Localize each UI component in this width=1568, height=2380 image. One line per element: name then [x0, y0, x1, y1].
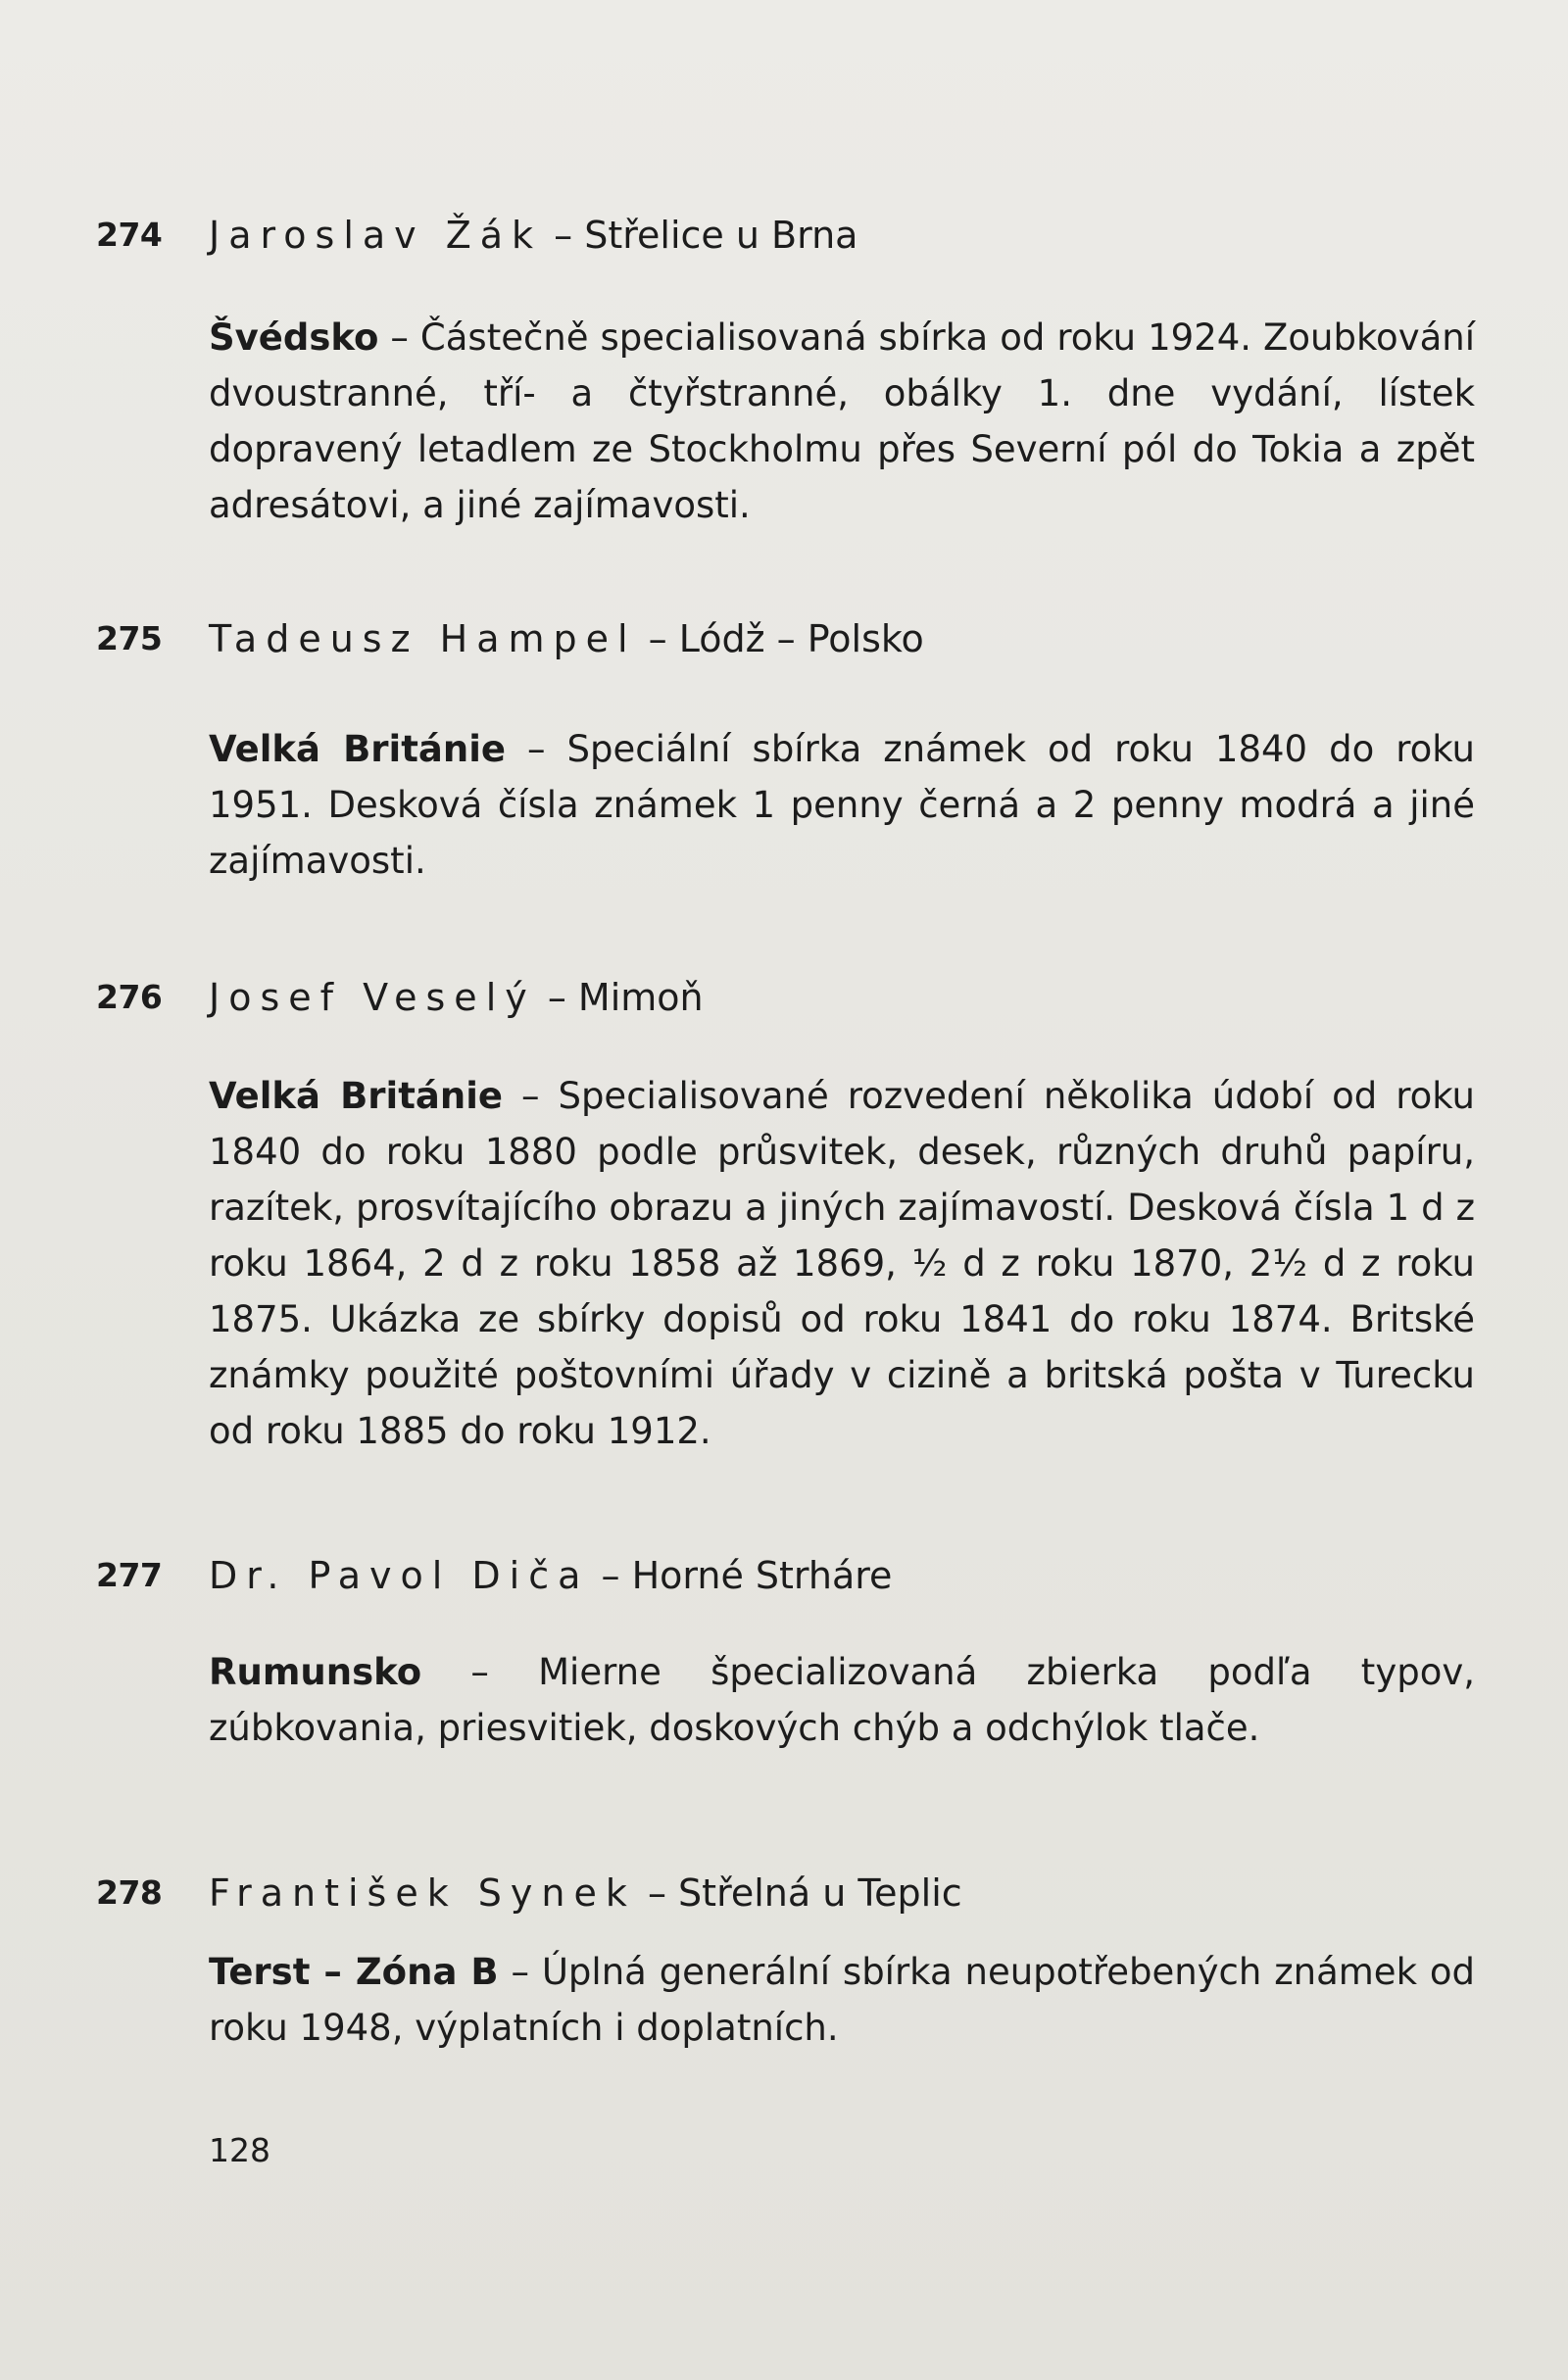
- exhibit-country: Velká Británie: [209, 1075, 503, 1117]
- exhibit-country: Terst – Zóna B: [209, 1951, 499, 1993]
- exhibit-country: Rumunsko: [209, 1651, 422, 1693]
- entry-header: [0, 1546, 1568, 1605]
- exhibit-text: – Úplná generální sbírka neupotřebených známek od roku 1948, výplatních i doplatních.: [209, 1951, 1475, 2049]
- entry-number: 274: [96, 216, 163, 254]
- exhibit-text: – Částečně specialisovaná sbírka od roku 1924. Zoubkování dvoustranné, tří- a čtyřstranné, obálky 1. dne vydání, lístek dopravený letadlem ze Stockholmu přes Severní pól do Tokia a zpět adresátovi, a jiné zajímavosti.: [209, 316, 1475, 526]
- exhibit-text: – Mierne špecializovaná zbierka podľa typov, zúbkovania, priesvitiek, doskových chýb a odchýlok tlače.: [209, 1651, 1475, 1749]
- entry-number: 276: [96, 978, 163, 1016]
- entry-header: [0, 968, 1568, 1027]
- exhibitor-name: Jaroslav Žák: [209, 214, 543, 257]
- exhibitor-name: Tadeusz Hampel: [209, 617, 637, 660]
- entry-description: [209, 721, 1475, 889]
- entry-number: 275: [96, 619, 163, 657]
- exhibitor-heading: [209, 1864, 962, 1922]
- exhibitor-heading: [209, 206, 858, 265]
- entry-description: [209, 310, 1475, 533]
- exhibitor-location: – Střelice u Brna: [542, 214, 858, 257]
- entry-number: 278: [96, 1873, 163, 1912]
- catalog-entry-276: [0, 968, 1568, 1452]
- exhibitor-name: Josef Veselý: [209, 976, 536, 1019]
- entry-header: [0, 609, 1568, 668]
- catalog-entry-278: [0, 1864, 1568, 2049]
- exhibitor-heading: [209, 968, 704, 1027]
- exhibit-country: Velká Británie: [209, 728, 506, 770]
- catalog-entry-274: [0, 206, 1568, 526]
- entry-description: [209, 1944, 1475, 2056]
- entry-description: [209, 1068, 1475, 1459]
- entry-number: 277: [96, 1556, 163, 1594]
- exhibit-country: Švédsko: [209, 316, 379, 359]
- exhibitor-heading: [209, 609, 924, 668]
- exhibitor-location: – Střelná u Teplic: [635, 1871, 962, 1915]
- exhibitor-name: František Synek: [209, 1871, 636, 1915]
- catalog-entry-275: [0, 609, 1568, 882]
- exhibitor-heading: [209, 1546, 892, 1605]
- page-number: 128: [209, 2131, 270, 2169]
- exhibit-text: – Specialisované rozvedení několika údobí od roku 1840 do roku 1880 podle průsvitek, desek, různých druhů papíru, razítek, prosvítajícího obrazu a jiných zajímavostí. Desková čísla 1 d z roku 1864, 2 d z roku 1858 až 1869, ½ d z roku 1870, 2½ d z roku 1875. Ukázka ze sbírky dopisů od roku 1841 do roku 1874. Britské známky použité poštovními úřady v cizině a britská pošta v Turecku od roku 1885 do roku 1912.: [209, 1075, 1475, 1452]
- exhibitor-location: – Horné Strháre: [589, 1554, 893, 1597]
- catalog-entry-277: [0, 1546, 1568, 1749]
- entry-description: [209, 1644, 1475, 1756]
- entry-header: [0, 1864, 1568, 1922]
- exhibitor-name: Dr. Pavol Diča: [209, 1554, 590, 1597]
- exhibitor-location: – Mimoň: [535, 976, 704, 1019]
- exhibitor-location: – Lódž – Polsko: [636, 617, 924, 660]
- entry-header: [0, 206, 1568, 265]
- exhibit-text: – Speciální sbírka známek od roku 1840 do roku 1951. Desková čísla známek 1 penny černá a 2 penny modrá a jiné zajímavosti.: [209, 728, 1476, 882]
